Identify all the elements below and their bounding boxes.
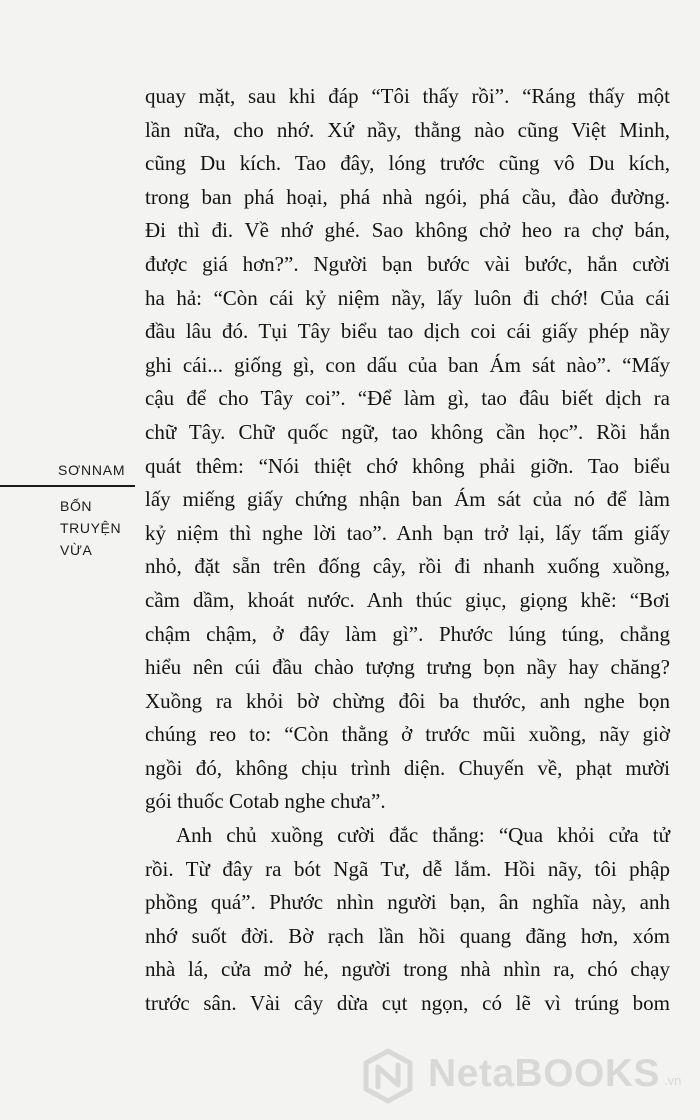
text-line: phồng quá”. Phước nhìn người bạn, ân nghĩa này, anh bbox=[145, 890, 670, 915]
text-line: hiểu nên cúi đầu chào tượng trưng bọn nầy hay chăng? bbox=[145, 655, 670, 680]
text-line: quát thêm: “Nói thiệt chớ không phải giỡn. Tao biểu bbox=[145, 453, 670, 478]
text-line: trong ban phá hoại, phá nhà ngói, phá cầu, đào đường. bbox=[145, 184, 670, 209]
watermark bbox=[356, 1044, 686, 1108]
text-line: rồi. Từ đây ra bót Ngã Tư, dễ lắm. Hồi nãy, tôi phập bbox=[145, 856, 670, 881]
author-name: SƠNNAM bbox=[58, 462, 126, 478]
paragraph-end-line: gói thuốc Cotab nghe chưa”. bbox=[145, 789, 386, 814]
sidebar-divider bbox=[0, 485, 135, 487]
text-line: Xuồng ra khỏi bờ chừng đôi ba thước, anh nghe bọn bbox=[145, 688, 670, 713]
text-line: ha hả: “Còn cái kỷ niệm nầy, lấy luôn đi chớ! Của cái bbox=[145, 285, 670, 310]
body-text bbox=[145, 80, 670, 1021]
text-line: ghi cái... giống gì, con dấu của ban Ám sát nào”. “Mấy bbox=[145, 352, 670, 377]
text-line: cậu để cho Tây coi”. “Để làm gì, tao đâu biết dịch ra bbox=[145, 386, 670, 411]
text-line: chậm chậm, ở đây làm gì”. Phước lúng túng, chẳng bbox=[145, 621, 670, 646]
text-line: lần nữa, cho nhớ. Xứ nầy, thằng nào cũng Việt Minh, bbox=[145, 117, 670, 142]
text-line: trước sân. Vài cây dừa cụt ngọn, có lẽ vì trúng bom bbox=[145, 991, 670, 1016]
text-line: cầm dầm, khoát nước. Anh thúc giục, giọng khẽ: “Bơi bbox=[145, 587, 670, 612]
watermark-suffix: .vn bbox=[664, 1073, 682, 1088]
text-line: kỷ niệm thì nghe lời tao”. Anh bạn trở lại, lấy tấm giấy bbox=[145, 520, 670, 545]
text-line: nhà lá, cửa mở hé, người trong nhà nhìn ra, chó chạy bbox=[145, 957, 670, 982]
text-line: cũng Du kích. Tao đây, lóng trước cũng vô Du kích, bbox=[145, 151, 670, 176]
text-line: nhớ suốt đời. Bờ rạch lần hồi quang đãng hơn, xóm bbox=[145, 923, 670, 948]
n-box-icon bbox=[360, 1048, 416, 1104]
paragraph-start-line: Anh chủ xuồng cười đắc thắng: “Qua khỏi cửa tử bbox=[176, 823, 670, 848]
text-line: lấy miếng giấy chứng nhận ban Ám sát của nó để làm bbox=[145, 487, 670, 512]
text-line: chữ Tây. Chữ quốc ngữ, tao không cần học”. Rồi hắn bbox=[145, 419, 670, 444]
book-title: BỐN TRUYỆN VỪA bbox=[60, 498, 122, 558]
text-line: đầu lâu đó. Tụi Tây biểu tao dịch coi cái giấy phép nầy bbox=[145, 319, 670, 344]
text-line: được giá hơn?”. Người bạn bước vài bước, hắn cười bbox=[145, 251, 670, 276]
text-line: quay mặt, sau khi đáp “Tôi thấy rồi”. “Ráng thấy một bbox=[145, 84, 670, 108]
watermark-brand: NetaBOOKS bbox=[428, 1052, 661, 1095]
text-line: Đi thì đi. Về nhớ ghé. Sao không chở heo ra chợ bán, bbox=[145, 218, 670, 243]
text-line: nhỏ, đặt sẵn trên đống cây, rồi đi nhanh xuống xuồng, bbox=[145, 554, 670, 579]
text-line: ngồi đó, không chịu trình diện. Chuyến về, phạt mười bbox=[145, 755, 670, 780]
text-line: chúng reo to: “Còn thằng ở trước mũi xuồng, nãy giờ bbox=[145, 722, 670, 747]
